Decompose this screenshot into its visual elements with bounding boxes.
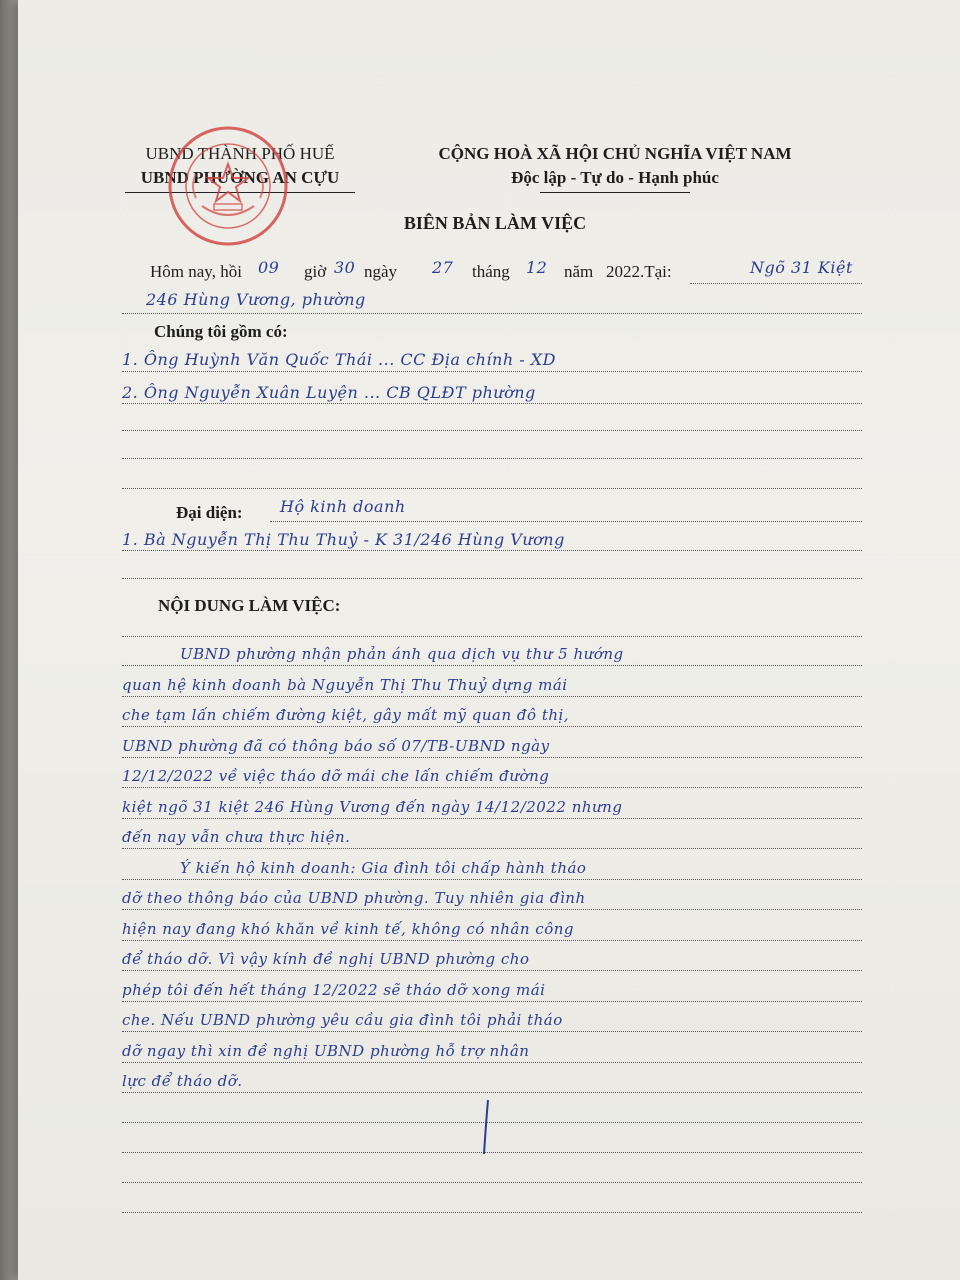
dotted-line [122, 1001, 862, 1002]
dotted-line [122, 430, 862, 431]
content-line: phép tôi đến hết tháng 12/2022 sẽ tháo dỡ xong mái [122, 981, 546, 999]
national-title: CỘNG HOÀ XÃ HỘI CHỦ NGHĨA VIỆT NAM [438, 144, 792, 163]
dotted-line [122, 1062, 862, 1063]
pen-stroke-mark [476, 1098, 496, 1158]
document-title: BIÊN BẢN LÀM VIỆC [403, 213, 587, 233]
thang-label: tháng [472, 262, 510, 281]
dotted-line [690, 283, 862, 284]
content-line: lực để tháo dỡ. [122, 1072, 243, 1090]
year-place-label: 2022.Tại: [606, 262, 672, 281]
dotted-line [122, 636, 862, 637]
dotted-line [122, 940, 862, 941]
nam-label: năm [564, 262, 594, 281]
national-motto: Độc lập - Tự do - Hạnh phúc [511, 168, 719, 187]
content-line: hiện nay đang khó khăn về kinh tế, không có nhân công [122, 920, 574, 938]
content-line: UBND phường đã có thông báo số 07/TB-UBND ngày [122, 737, 550, 755]
hour-value: 09 [258, 258, 280, 277]
issuer-city: UBND THÀNH PHỐ HUẾ [145, 144, 335, 163]
dotted-line [122, 879, 862, 880]
date-prefix: Hôm nay, hồi [150, 262, 242, 281]
gio-label: giờ [304, 262, 327, 281]
participant-row: 1. Ông Huỳnh Văn Quốc Thái ... CC Địa chính - XD [122, 350, 556, 369]
dotted-line [122, 757, 862, 758]
content-line: Ý kiến hộ kinh doanh: Gia đình tôi chấp hành tháo [180, 859, 587, 877]
ngay-label: ngày [364, 262, 398, 281]
motto-underline [540, 192, 690, 193]
place-part1: Ngõ 31 Kiệt [750, 258, 853, 277]
content-line: UBND phường nhận phản ánh qua dịch vụ thư 5 hướng [180, 645, 624, 663]
national-header [400, 142, 830, 193]
dotted-line [122, 1031, 862, 1032]
participants-label: Chúng tôi gồm có: [154, 322, 288, 341]
content-line: 12/12/2022 về việc tháo dỡ mái che lấn chiếm đường [122, 767, 550, 785]
month-value: 12 [526, 258, 548, 277]
dotted-line [270, 521, 862, 522]
dotted-line [122, 1092, 862, 1093]
content-line: kiệt ngõ 31 kiệt 246 Hùng Vương đến ngày 14/12/2022 nhưng [122, 798, 623, 816]
content-line: quan hệ kinh doanh bà Nguyễn Thị Thu Thuỷ dựng mái [122, 676, 568, 694]
dotted-line [122, 696, 862, 697]
dotted-line [122, 970, 862, 971]
dotted-line [122, 818, 862, 819]
content-line: che tạm lấn chiếm đường kiệt, gây mất mỹ quan đô thị, [122, 706, 570, 724]
content-line: đến nay vẫn chưa thực hiện. [122, 828, 351, 846]
place-part2: 246 Hùng Vương, phường [146, 290, 366, 309]
dotted-line [122, 371, 862, 372]
dotted-line [122, 665, 862, 666]
dotted-line [122, 488, 862, 489]
representative-row: 1. Bà Nguyễn Thị Thu Thuỷ - K 31/246 Hùng Vương [122, 530, 565, 549]
content-line: che. Nếu UBND phường yêu cầu gia đình tôi phải tháo [122, 1011, 563, 1029]
dotted-line [122, 550, 862, 551]
dotted-line [122, 848, 862, 849]
dotted-line [122, 1212, 862, 1213]
dotted-line [122, 909, 862, 910]
dotted-line [122, 403, 862, 404]
participant-row: 2. Ông Nguyễn Xuân Luyện ... CB QLĐT phường [122, 383, 536, 402]
content-line: dỡ ngay thì xin đề nghị UBND phường hỗ trợ nhân [122, 1042, 530, 1060]
representative-label: Đại diện: [176, 503, 243, 522]
dotted-line [122, 458, 862, 459]
minute-value: 30 [334, 258, 356, 277]
content-line: để tháo dỡ. Vì vậy kính đề nghị UBND phường cho [122, 950, 530, 968]
content-label: NỘI DUNG LÀM VIỆC: [158, 596, 341, 615]
issuer-ward: UBND PHƯỜNG AN CỰU [140, 168, 340, 187]
official-seal-stamp [166, 124, 290, 248]
dotted-line [122, 1182, 862, 1183]
dotted-line [122, 787, 862, 788]
day-value: 27 [432, 258, 454, 277]
content-line: dỡ theo thông báo của UBND phường. Tuy nhiên gia đình [122, 889, 586, 907]
representative-value: Hộ kinh doanh [280, 497, 406, 516]
dotted-line [122, 313, 862, 314]
page-edge-shadow [0, 0, 18, 1280]
dotted-line [122, 726, 862, 727]
dotted-line [122, 578, 862, 579]
